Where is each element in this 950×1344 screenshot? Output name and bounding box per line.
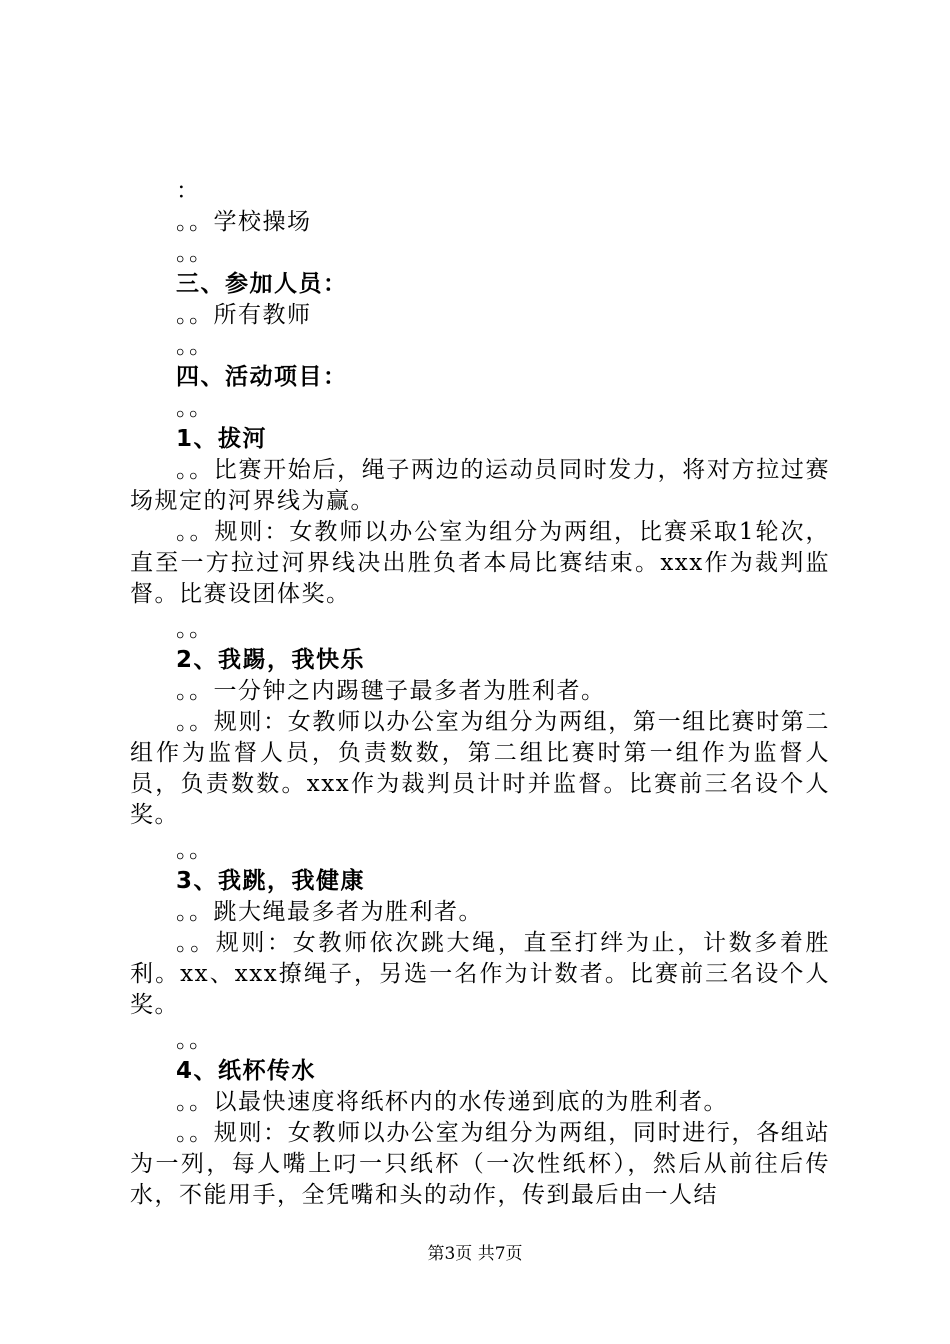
text-line: 。。 — [176, 837, 214, 863]
text-line: 。。 — [176, 395, 214, 421]
subheading-tug-of-war: 1、拔河 — [176, 426, 268, 452]
text-line: 。。 — [176, 1027, 214, 1053]
paragraph: 。。比赛开始后，绳子两边的运动员同时发力，将对方拉过赛场规定的河界线为赢。 — [130, 457, 830, 514]
text-line: 。。 — [176, 240, 214, 266]
paragraph: 。。以最快速度将纸杯内的水传递到底的为胜利者。 — [176, 1089, 728, 1115]
paragraph: 。。规则：女教师以办公室为组分为两组，同时进行，各组站为一列，每人嘴上叼一只纸杯（一次性纸杯），然后从前往后传水，不能用手，全凭嘴和头的动作，传到最后由一人结 — [130, 1120, 830, 1208]
paragraph: 。。规则：女教师以办公室为组分为两组，比赛采取1轮次，直至一方拉过河界线决出胜负者本局比赛结束。xxx作为裁判监督。比赛设团体奖。 — [130, 519, 830, 607]
paragraph: 。。规则：女教师以办公室为组分为两组，第一组比赛时第二组作为监督人员，负责数数，第二组比赛时第一组作为监督人员，负责数数。xxx作为裁判员计时并监督。比赛前三名设个人奖。 — [130, 709, 830, 828]
subheading-shuttlecock: 2、我踢，我快乐 — [176, 647, 366, 673]
section-heading-activities: 四、活动项目： — [176, 364, 348, 390]
text-line: ： — [176, 178, 201, 204]
paragraph: 。。一分钟之内踢毽子最多者为胜利者。 — [176, 678, 606, 704]
paragraph: 。。跳大绳最多者为胜利者。 — [176, 899, 483, 925]
page-footer: 第3页 共7页 — [427, 1244, 523, 1264]
text-line: 。。 — [176, 333, 214, 359]
text-line: 。。 — [176, 616, 214, 642]
subheading-paper-cup-relay: 4、纸杯传水 — [176, 1058, 317, 1084]
text-line: 。。所有教师 — [176, 302, 312, 328]
text-line: 。。学校操场 — [176, 209, 312, 235]
document-body — [130, 176, 830, 1211]
paragraph: 。。规则：女教师依次跳大绳，直至打绊为止，计数多着胜利。xx、xxx撩绳子，另选一名作为计数者。比赛前三名设个人奖。 — [130, 930, 830, 1018]
subheading-jump-rope: 3、我跳，我健康 — [176, 868, 366, 894]
section-heading-participants: 三、参加人员： — [176, 271, 348, 297]
